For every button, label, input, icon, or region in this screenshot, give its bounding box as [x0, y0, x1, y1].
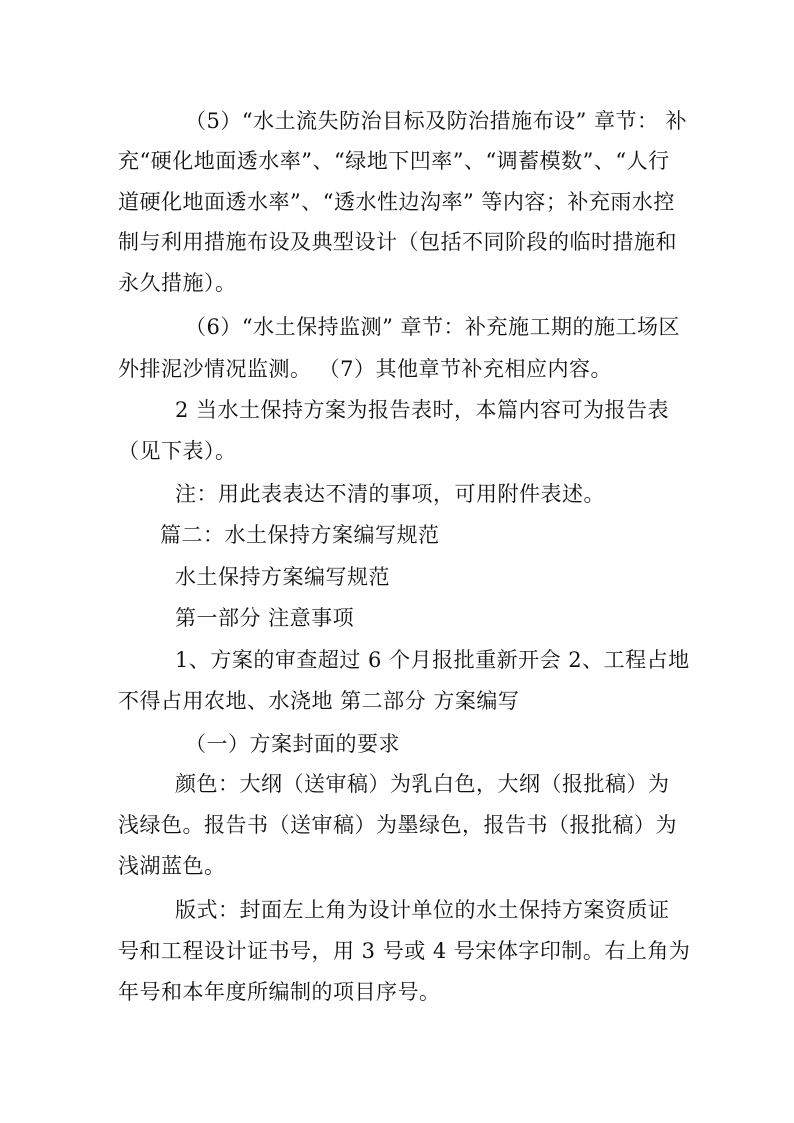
paragraph-line: 2 当水土保持方案为报告表时，本篇内容可为报告表: [175, 398, 670, 422]
paragraph-line: 颜色：大纲（送审稿）为乳白色，大纲（报批稿）为: [175, 772, 670, 796]
paragraph-line: 道硬化地面透水率”、“透水性边沟率” 等内容；补充雨水控: [118, 190, 675, 214]
paragraph-line: 不得占用农地、水浇地 第二部分 方案编写: [118, 689, 520, 713]
document-title: 水土保持方案编写规范: [175, 565, 390, 589]
paragraph-line: （6）“水土保持监测” 章节：补充施工期的施工场区: [185, 315, 681, 339]
paragraph-line: 外排泥沙情况监测。 （7）其他章节补充相应内容。: [118, 357, 613, 381]
paragraph-line: 号和工程设计证书号，用 3 号或 4 号宋体字印制。右上角为: [118, 939, 691, 963]
paragraph-line: 制与利用措施布设及典型设计（包括不同阶段的临时措施和: [118, 230, 677, 254]
note-line: 注：用此表表达不清的事项，可用附件表述。: [175, 482, 605, 506]
paragraph-line: 永久措施）。: [118, 271, 237, 295]
paragraph-line: （5）“水土流失防治目标及防治措施布设” 章节： 补: [185, 109, 688, 133]
paragraph-line: 版式：封面左上角为设计单位的水土保持方案资质证: [175, 898, 670, 922]
paragraph-line: （见下表）。: [118, 439, 237, 463]
paragraph-line: 浅绿色。报告书（送审稿）为墨绿色，报告书（报批稿）为: [118, 813, 677, 837]
subsection-heading: （一）方案封面的要求: [185, 732, 400, 756]
paragraph-line: 充“硬化地面透水率”、“绿地下凹率”、“调蓄模数”、“人行: [118, 149, 670, 173]
paragraph-line: 1、方案的审查超过 6 个月报批重新开会 2、工程占地: [175, 648, 690, 672]
paragraph-line: 浅湖蓝色。: [118, 854, 226, 878]
section-heading: 篇二：水土保持方案编写规范: [160, 523, 440, 547]
part-heading: 第一部分 注意事项: [175, 606, 355, 630]
paragraph-line: 年号和本年度所编制的项目序号。: [118, 980, 441, 1004]
